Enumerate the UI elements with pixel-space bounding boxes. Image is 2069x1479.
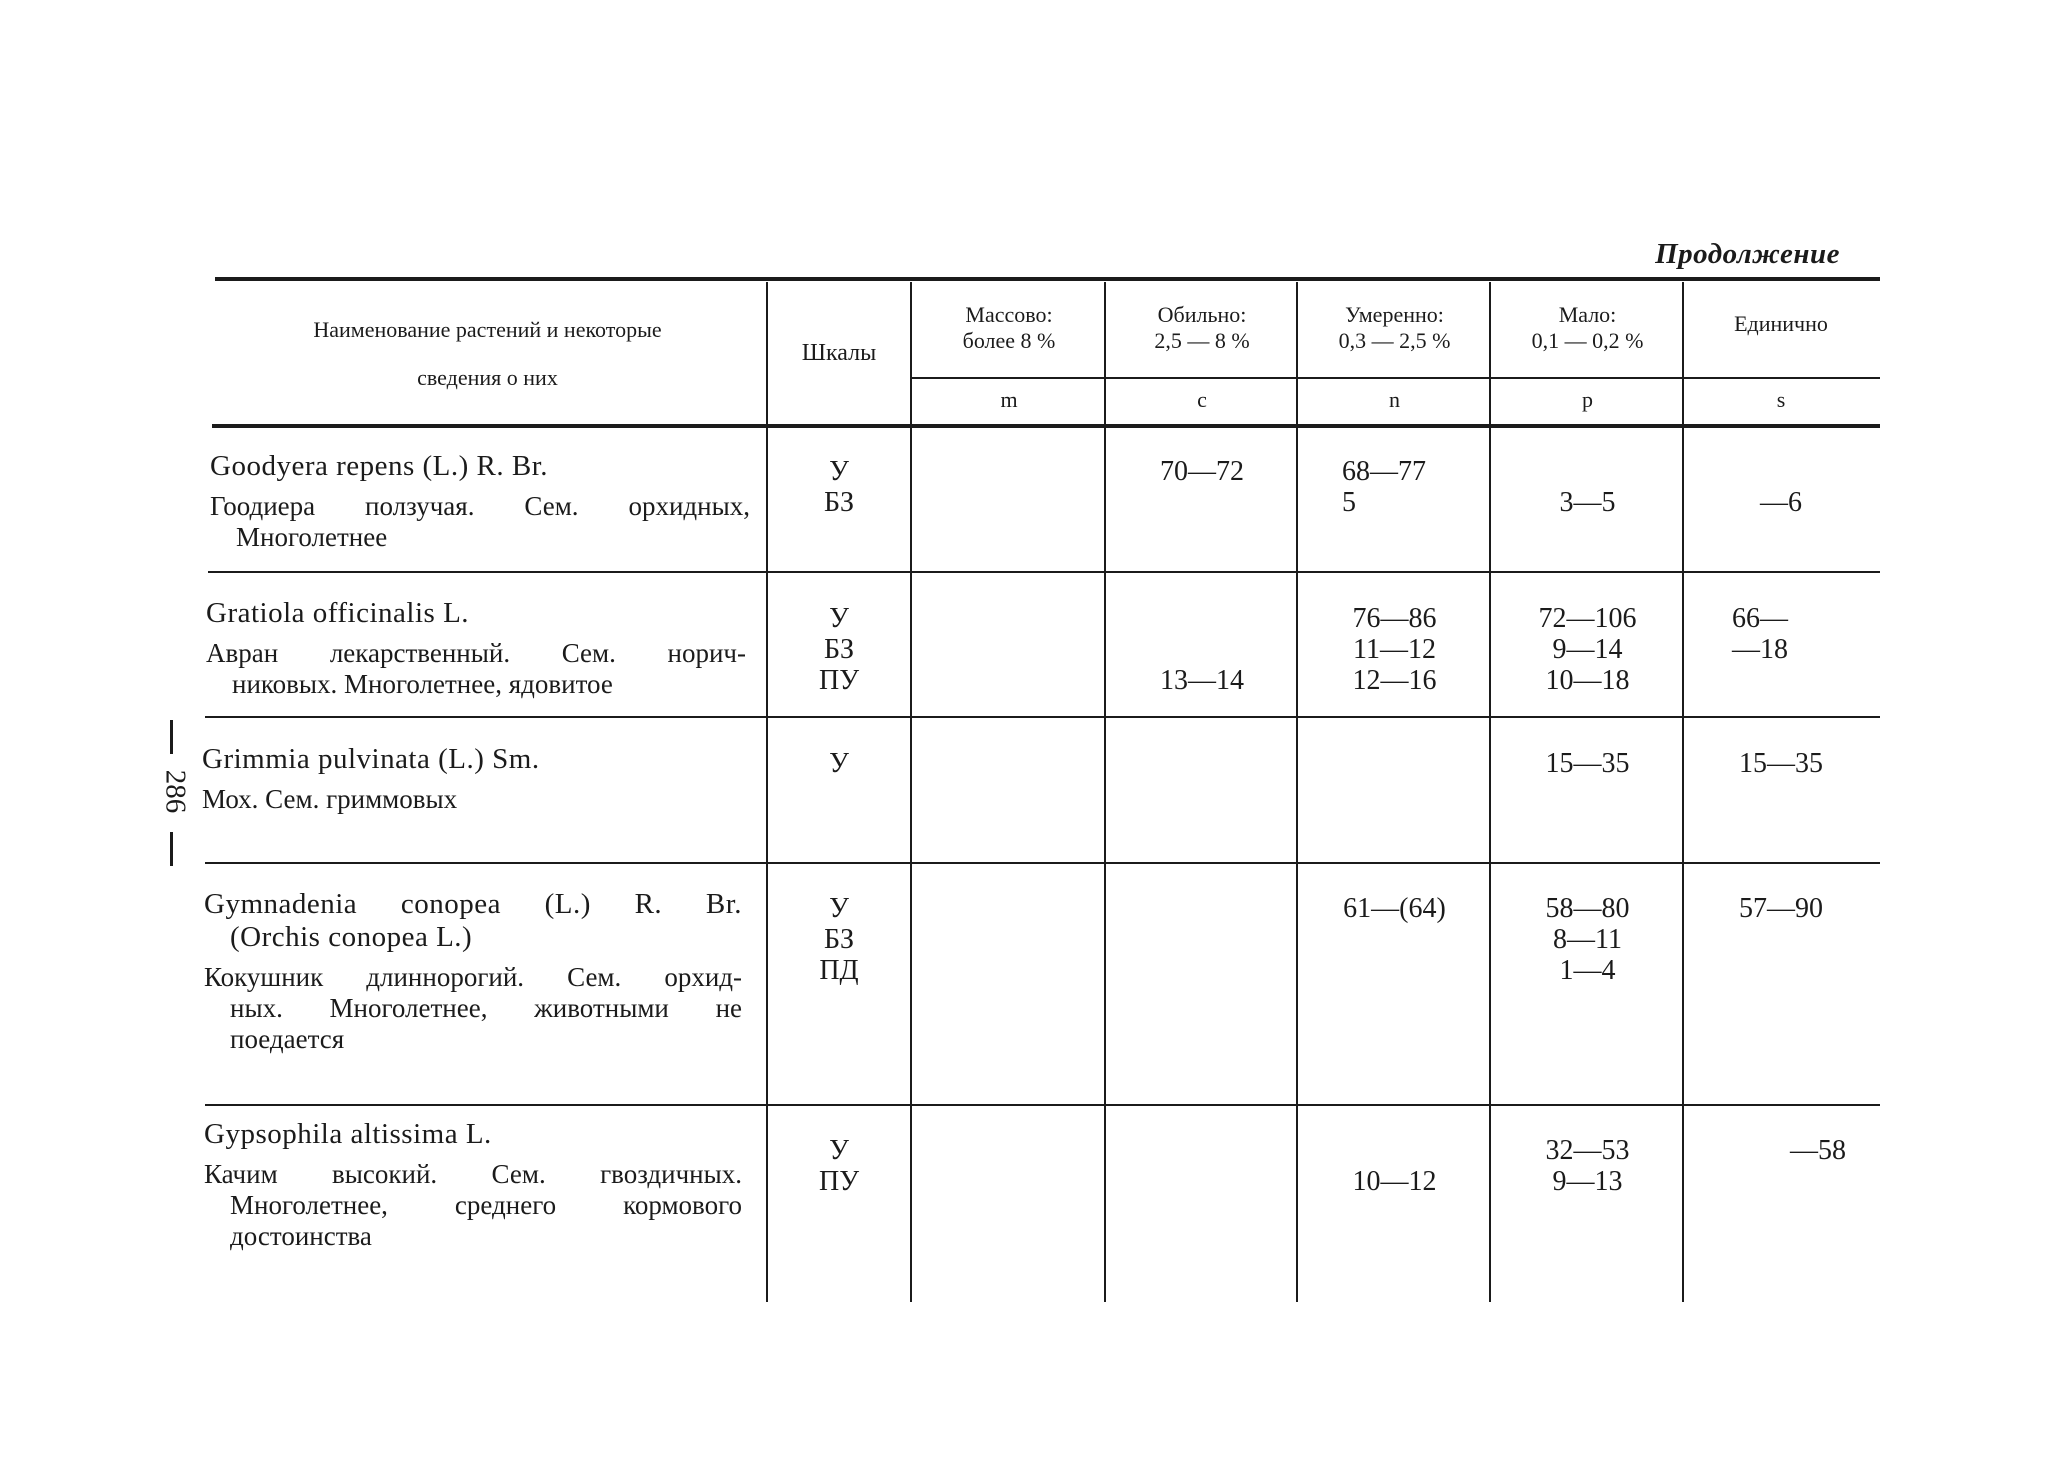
description-line: поедается (230, 1024, 345, 1054)
header-edinichno: Единично (1734, 311, 1828, 336)
header-name-line2: сведения о них (417, 365, 558, 390)
value-p: 72—106 9—14 10—18 (1538, 603, 1637, 696)
scales-cell: У БЗ ПУ (818, 603, 860, 696)
scales-cell: У БЗ ПД (819, 893, 859, 986)
description-line: достоинства (230, 1221, 372, 1251)
value-p: 3—5 (1559, 487, 1616, 518)
header-letter-c: c (1197, 387, 1207, 412)
header-bottom-rule (212, 424, 1880, 428)
value-s: —6 (1760, 487, 1802, 518)
header-malo (1493, 302, 1682, 354)
species-name: Gratiola officinalis L. (206, 597, 470, 629)
value-p: 15—35 (1545, 748, 1630, 779)
description-line: Многолетнее (236, 522, 388, 552)
header-umerenno (1300, 302, 1489, 354)
value-s: 66— —18 (1732, 603, 1788, 665)
header-letter-n: n (1389, 387, 1400, 412)
species-description (210, 491, 750, 553)
page-number-dash (170, 720, 173, 754)
column-divider (766, 282, 768, 1302)
value-n: 61—(64) (1343, 893, 1446, 924)
species-name: Goodyera repens (L.) R. Br. (210, 450, 549, 482)
scales-cell: У (829, 748, 849, 779)
table-row (206, 597, 746, 700)
header-obilno (1108, 302, 1296, 354)
table-row (210, 450, 750, 553)
header-umerenno-line1: Умеренно: (1345, 302, 1444, 327)
description-line: никовых. Многолетнее, ядовитое (232, 669, 613, 699)
value-p: 58—80 8—11 1—4 (1545, 893, 1630, 986)
species-description (204, 962, 742, 1055)
continuation-label: Продолжение (1655, 238, 1840, 270)
species-synonym: (Orchis conopea L.) (230, 921, 473, 953)
value-c: 70—72 (1160, 456, 1244, 487)
header-massovo-line2: более 8 % (962, 328, 1056, 353)
column-divider (1296, 282, 1298, 1302)
header-massovo (914, 302, 1104, 354)
species-description (206, 638, 746, 700)
header-obilno-line2: 2,5 — 8 % (1154, 328, 1250, 353)
species-name: Gymnadenia conopea (L.) R. Br. (204, 888, 742, 920)
page-number (155, 720, 195, 870)
header-letter-s: s (1776, 387, 1786, 412)
column-divider (910, 282, 912, 1302)
column-divider (1104, 282, 1106, 1302)
description-line: Многолетнее, среднего кормового (230, 1190, 742, 1220)
table-row (202, 743, 742, 815)
header-letter-m: m (1000, 387, 1018, 412)
table-row (204, 1118, 742, 1252)
column-divider (1489, 282, 1491, 1302)
header-subrule (912, 377, 1880, 379)
description-line: ных. Многолетнее, животными не (230, 993, 742, 1023)
header-letter-p: p (1582, 387, 1593, 412)
table-row (204, 888, 742, 1055)
row-divider (205, 1104, 1880, 1106)
value-s: 57—90 (1739, 893, 1823, 924)
species-name: Gypsophila altissima L. (204, 1118, 492, 1150)
value-p: 32—53 9—13 (1545, 1135, 1630, 1197)
row-divider (205, 862, 1880, 864)
scales-cell: У БЗ (823, 456, 855, 518)
header-umerenno-line2: 0,3 — 2,5 % (1338, 328, 1451, 353)
value-s: —58 (1790, 1135, 1846, 1166)
table-top-rule (215, 277, 1880, 281)
header-obilno-line1: Обильно: (1157, 302, 1247, 327)
header-name-column (215, 306, 760, 402)
header-malo-line2: 0,1 — 0,2 % (1531, 328, 1644, 353)
value-n: 68—77 5 (1342, 456, 1426, 518)
row-divider (205, 716, 1880, 718)
description-line: Гоодиера ползучая. Сем. орхидных, (210, 491, 750, 521)
species-name: Grimmia pulvinata (L.) Sm. (202, 743, 540, 775)
species-description (204, 1159, 742, 1252)
species-description (202, 784, 742, 815)
page-number-text: 286 (159, 769, 192, 814)
header-malo-line1: Мало: (1558, 302, 1617, 327)
description-line: Мох. Сем. гриммовых (202, 784, 458, 814)
header-name-line1: Наименование растений и некоторые (313, 317, 662, 342)
value-c: 13—14 (1160, 665, 1244, 696)
value-n: 10—12 (1352, 1166, 1437, 1197)
header-scales: Шкалы (801, 340, 877, 366)
value-s: 15—35 (1739, 748, 1823, 779)
value-n: 76—86 11—12 12—16 (1352, 603, 1437, 696)
scales-cell: У ПУ (818, 1135, 860, 1197)
description-line: Авран лекарственный. Сем. норич- (206, 638, 746, 668)
description-line: Кокушник длиннорогий. Сем. орхид- (204, 962, 742, 992)
column-divider (1682, 282, 1684, 1302)
header-massovo-line1: Массово: (965, 302, 1053, 327)
row-divider (208, 571, 1880, 573)
page-number-dash (170, 832, 173, 866)
description-line: Качим высокий. Сем. гвоздичных. (204, 1159, 742, 1189)
